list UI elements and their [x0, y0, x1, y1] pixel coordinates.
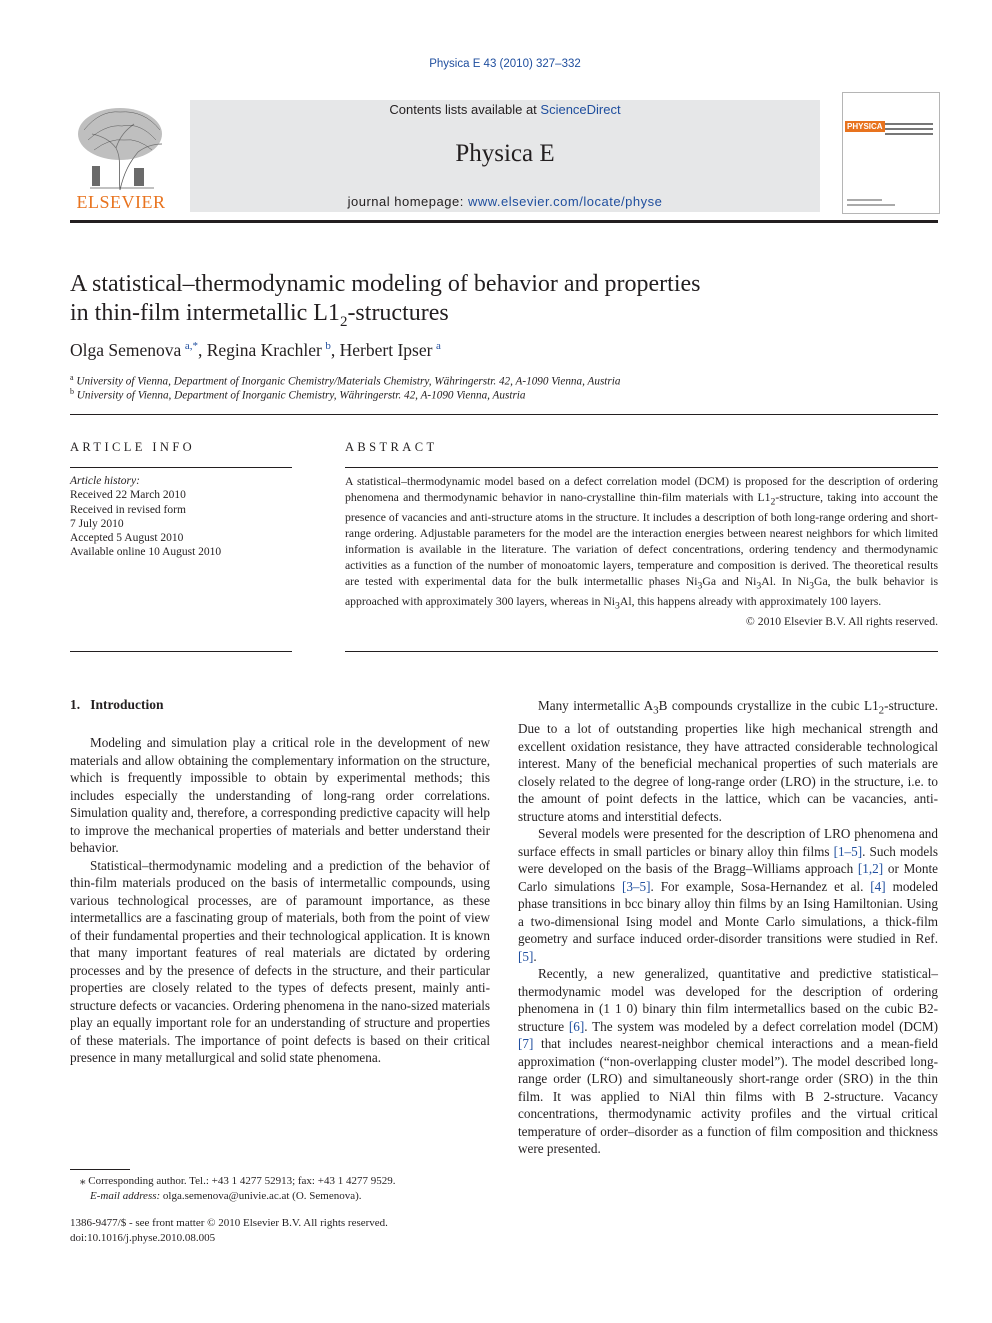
- abstract-text: Al, this happens already with approximately 100 layers.: [619, 595, 882, 608]
- reference-link[interactable]: [7]: [518, 1036, 534, 1052]
- article-info-heading: ARTICLE INFO: [70, 440, 196, 454]
- text: . Such models were developed on the basis of the Bragg–Williams approach: [518, 843, 938, 877]
- cover-footer-lines: [847, 199, 935, 209]
- reference-link[interactable]: [1,2]: [857, 861, 884, 877]
- reference-link[interactable]: [6]: [568, 1018, 585, 1034]
- title-sub: 2: [339, 313, 348, 330]
- article-history: [70, 474, 292, 560]
- header-rule: [70, 220, 938, 223]
- paragraph: Modeling and simulation play a critical role in the development of new materials and allow obtaining the complementary information on the structure, which is frequently impossible to obtain by experimental methods; this includes especially the understanding of long-rang order correlations. Simulation quality and, therefore, a corresponding predictive capacity will help to improve the mechanical properties of materials and better understand their behavior.: [70, 735, 490, 855]
- homepage-line: [190, 194, 820, 209]
- divider: [70, 414, 938, 415]
- corresponding-author-note: ⁎ Corresponding author. Tel.: +43 1 4277 52913; fax: +43 1 4277 9529.: [80, 1175, 396, 1187]
- footnotes: [70, 1174, 500, 1203]
- abstract-text: Al. In Ni: [761, 574, 810, 588]
- divider: [345, 467, 938, 468]
- body-column-left: [70, 734, 490, 1067]
- journal-cover-thumbnail[interactable]: [842, 92, 940, 214]
- journal-citation[interactable]: Physica E 43 (2010) 327–332: [429, 58, 581, 70]
- divider: [70, 467, 292, 468]
- article-title: [70, 270, 930, 337]
- affiliation-text: University of Vienna, Department of Inorganic Chemistry, Währingerstr. 42, A-1090 Vienna, Austria: [76, 389, 526, 402]
- abstract-heading: ABSTRACT: [345, 440, 438, 454]
- subscript: 3: [809, 580, 815, 592]
- reference-link[interactable]: [5]: [518, 948, 534, 964]
- text: Many intermetallic A: [538, 698, 654, 713]
- reference-link[interactable]: [1–5]: [833, 843, 863, 859]
- homepage-link[interactable]: www.elsevier.com/locate/physe: [467, 194, 663, 209]
- email-address[interactable]: olga.semenova@univie.ac.at (O. Semenova).: [162, 1189, 362, 1202]
- author-name[interactable]: Herbert Ipser: [339, 340, 433, 360]
- text: . The system was modeled by a defect correlation model (DCM): [584, 1018, 938, 1034]
- text: .: [533, 948, 537, 964]
- reference-link[interactable]: [3–5]: [621, 878, 651, 894]
- abstract-text: Ga, the bulk behavior is approached with approximately 300 layers, whereas in Ni: [345, 574, 938, 608]
- divider: [70, 651, 292, 652]
- paragraph: [518, 825, 938, 965]
- email-label: E-mail address:: [90, 1189, 161, 1202]
- text: or Monte Carlo simulations: [518, 861, 938, 894]
- history-item: Accepted 5 August 2010: [70, 532, 184, 545]
- title-line1: A statistical–thermodynamic modeling of behavior and properties: [70, 271, 701, 297]
- abstract-text: A statistical–thermodynamic model based on a defect correlation model (DCM) is proposed for the description of ordering phenomena and thermodynamic behavior in nano-crystalline thin-film materials with L1: [345, 475, 938, 504]
- paragraph: [518, 697, 938, 825]
- homepage-prefix: journal homepage:: [347, 194, 468, 209]
- contents-prefix: Contents lists available at: [389, 102, 541, 117]
- abstract-text: -structure, taking into account the presence of vacancies and anti-structure atoms in the structure. It includes a description of both long-range ordering and short-range ordering. Adjustable parameters for the model are the interaction energies between nearest neighbors for which limited information is available in the literature. The variation of defect concentrations, ordering tendency and thermodynamic activities as a function of the number of monoatomic layers, temperature and composition is derived. The theoretical results are tested with experimental data for the bulk intermetallic phases Ni: [345, 490, 938, 588]
- history-item: Received 22 March 2010: [70, 489, 186, 502]
- subscript: 3: [756, 580, 762, 592]
- paragraph: [518, 965, 938, 1158]
- doi-line[interactable]: doi:10.1016/j.physe.2010.08.005: [70, 1231, 216, 1244]
- history-item: Available online 10 August 2010: [70, 546, 222, 559]
- section-number: 1.: [70, 697, 81, 712]
- subscript: 3: [697, 580, 703, 592]
- abstract-text: Ga and Ni: [702, 574, 757, 588]
- abstract-body: [345, 474, 938, 630]
- affiliation: [70, 373, 930, 388]
- abstract-copyright: © 2010 Elsevier B.V. All rights reserved.: [745, 615, 938, 629]
- history-item: Received in revised form: [70, 503, 186, 516]
- sciencedirect-link[interactable]: ScienceDirect: [540, 102, 621, 117]
- journal-name: Physica E: [455, 140, 555, 167]
- text: -structure. Due to a lot of outstanding properties like high mechanical strength and excellent oxidation resistance, they have attracted considerable technological interest. Many of the beneficial mechanical properties of such materials are closely related to the degree of long-range order (LRO) in the structure, i.e. to the amount of point defects in the lattice, which can be vacancies, anti-structure atoms and interstitial defects.: [518, 698, 938, 824]
- subscript: 3: [653, 704, 659, 717]
- contents-line: [190, 102, 820, 117]
- affiliation-mark: a: [70, 373, 74, 382]
- cover-label: PHYSICA: [847, 122, 883, 131]
- affiliation-mark: b: [70, 387, 74, 396]
- subscript: 2: [770, 496, 776, 508]
- section-heading: [70, 697, 164, 713]
- author-name[interactable]: Regina Krachler: [206, 340, 322, 360]
- cover-text-lines: [885, 123, 933, 138]
- text: Recently, a new generalized, quantitative and predictive statistical–thermodynamic model was developed for the description of ordering phenomena in (1 1 0) binary thin film intermetallics based on the cubic B2-structure: [518, 966, 938, 1034]
- subscript: 3: [615, 600, 620, 612]
- author-list: Olga Semenova $^{a,*}$, Regina Krachler $^b$, Herbert Ipser $^a$: [70, 340, 441, 360]
- author-affiliation-mark[interactable]: a: [435, 340, 441, 353]
- text: Several models were presented for the description of LRO phenomena and surface effects in small particles or binary alloy thin films: [518, 826, 938, 859]
- title-line2-post: -structures: [347, 300, 449, 326]
- author-affiliation-mark[interactable]: a,*: [184, 340, 198, 353]
- author-name[interactable]: Olga Semenova: [70, 340, 182, 360]
- history-label: Article history:: [70, 475, 140, 487]
- issn-block: [70, 1216, 500, 1245]
- corresponding-text: Corresponding author. Tel.: +43 1 4277 52913; fax: +43 1 4277 9529.: [88, 1175, 396, 1187]
- history-item: 7 July 2010: [70, 517, 124, 530]
- divider: [345, 651, 938, 652]
- text: . For example, Sosa-Hernandez et al.: [650, 878, 871, 894]
- section-title: Introduction: [90, 697, 164, 712]
- text: that includes nearest-neighbor chemical interactions and a mean-field approximation (“non-overlapping cluster model”). The model described long-range order (LRO) and simultaneously short-range order (SRO) in the thin film. It was applied to NiAl thin films with B 2-structure. Vacancy concentrations, thermodynamic activity profiles and the virtual critical temperature of order–disorder as a function of film composition and thickness were presented.: [518, 1036, 938, 1157]
- title-line2-pre: in thin-film intermetallic L1: [70, 300, 340, 326]
- body-column-right: [518, 697, 938, 1158]
- text: modeled phase transitions in bcc binary alloy thin films by an Ising Hamiltonian. Using a two-dimensional Ising model and Monte Carlo simulations, a thick-film geometry and surface induced order-disorder transitions were studied in Ref.: [518, 878, 938, 947]
- elsevier-wordmark: ELSEVIER: [76, 192, 166, 212]
- paragraph: Statistical–thermodynamic modeling and a prediction of the behavior of thin-film materials produced on the basis of intermetallic compounds, using various technological processes, are of paramount importance, as these intermetallics are a fascinating group of materials, both from the point of view of their fundamental properties and their technological application. It is known that many important features of real materials are dictated by ordering processes and by the presence of defects in the structure, and their particular properties are closely related to the types of defects present, mainly anti-structure defects or vacancies. Ordering phenomena in the nano-sized materials play an equally important role for an understanding of structure and properties of these materials. The importance of point defects is based on their critical presence in many metallurgical and solid state phenomena.: [70, 857, 490, 1065]
- affiliation: [70, 387, 930, 402]
- affiliation-text: University of Vienna, Department of Inorganic Chemistry/Materials Chemistry, Währingerstr. 42, A-1090 Vienna, Austria: [76, 375, 621, 388]
- issn-line: 1386-9477/$ - see front matter © 2010 Elsevier B.V. All rights reserved.: [70, 1217, 388, 1229]
- footnote-rule: [70, 1169, 130, 1170]
- reference-link[interactable]: [4]: [870, 878, 886, 894]
- email-note: [70, 1189, 500, 1204]
- subscript: 2: [878, 704, 885, 717]
- author-affiliation-mark[interactable]: b: [325, 340, 331, 353]
- text: B compounds crystallize in the cubic L1: [658, 698, 879, 713]
